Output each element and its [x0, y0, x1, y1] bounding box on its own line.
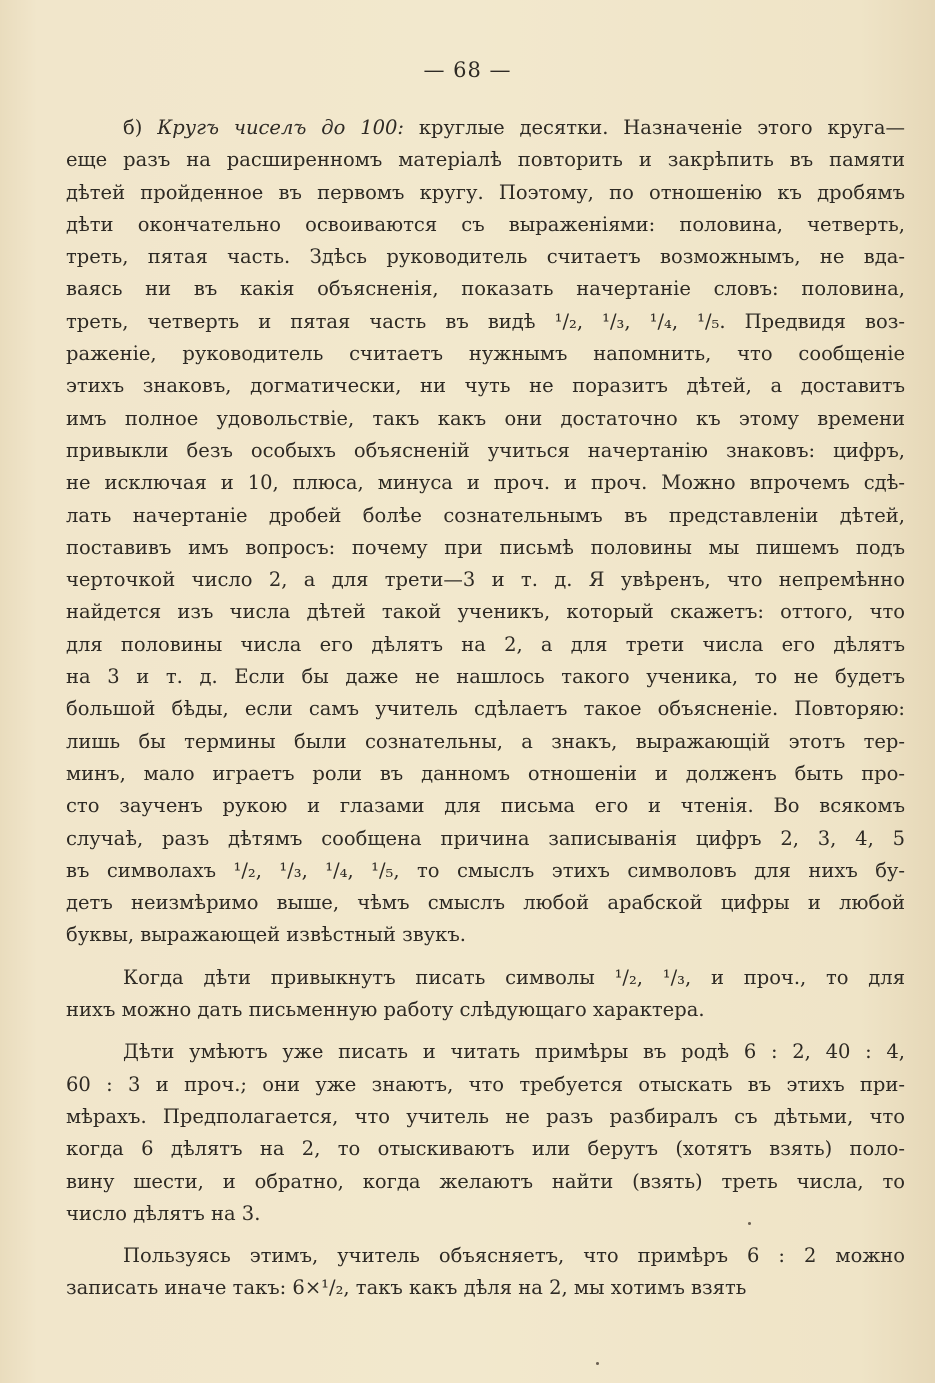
text-line	[66, 1133, 905, 1165]
line-text: большой бѣды, если самъ учитель сдѣлаетъ такое объясненіе. Повторяю:	[66, 697, 905, 721]
text-line	[66, 1101, 905, 1133]
text-line	[66, 435, 905, 467]
line-text: записать иначе такъ: 6×¹/₂, такъ какъ дѣля на 2, мы хотимъ взять	[66, 1276, 747, 1300]
line-text: детъ неизмѣримо выше, чѣмъ смыслъ любой арабской цифры и любой	[66, 891, 905, 915]
text-line	[66, 338, 905, 370]
line-text: 60 : 3 и проч.; они уже знаютъ, что требуется отыскать въ этихъ при-	[66, 1072, 905, 1096]
line-text: не исключая и 10, плюса, минуса и проч. и проч. Можно впрочемъ сдѣ-	[66, 471, 905, 495]
paragraph-gap	[66, 1230, 905, 1240]
text-line	[66, 596, 905, 628]
line-text: нихъ можно дать письменную работу слѣдующаго характера.	[66, 998, 705, 1022]
text-line	[66, 629, 905, 661]
text-line	[66, 500, 905, 532]
line-text: буквы, выражающей извѣстный звукъ.	[66, 923, 466, 947]
text-line	[66, 532, 905, 564]
line-text: когда 6 дѣлятъ на 2, то отыскиваютъ или берутъ (хотятъ взять) поло-	[66, 1137, 905, 1161]
text-line	[66, 887, 905, 919]
ink-speck	[748, 1222, 751, 1225]
text-line	[66, 661, 905, 693]
line-text: Дѣти умѣютъ уже писать и читать примѣры въ родѣ 6 : 2, 40 : 4,	[123, 1040, 905, 1064]
line-text: найдется изъ числа дѣтей такой ученикъ, который скажетъ: оттого, что	[66, 600, 905, 624]
text-line	[66, 241, 905, 273]
text-line	[66, 209, 905, 241]
line-text: сто заученъ рукою и глазами для письма его и чтенія. Во всякомъ	[66, 794, 905, 818]
text-line	[66, 693, 905, 725]
line-text: треть, пятая часть. Здѣсь руководитель считаетъ возможнымъ, не вда-	[66, 245, 905, 269]
line-text: Пользуясь этимъ, учитель объясняетъ, что примѣръ 6 : 2 можно	[123, 1244, 905, 1268]
text-line	[66, 1198, 905, 1230]
text-line	[66, 1036, 905, 1068]
italic-heading: Кругъ чиселъ до 100:	[157, 116, 404, 139]
line-text: въ символахъ ¹/₂, ¹/₃, ¹/₄, ¹/₅, то смыслъ этихъ символовъ для нихъ бу-	[66, 858, 905, 882]
text-line	[66, 919, 905, 951]
ink-speck	[596, 1362, 599, 1365]
text-line	[66, 758, 905, 790]
line-text: вину шести, и обратно, когда желаютъ найти (взять) треть числа, то	[66, 1169, 905, 1193]
line-text: этихъ знаковъ, догматически, ни чуть не поразитъ дѣтей, а доставитъ	[66, 374, 905, 398]
line-text: еще разъ на расширенномъ матеріалѣ повторить и закрѣпить въ памяти	[66, 148, 905, 172]
body-text	[66, 112, 905, 1305]
line-text: раженіе, руководитель считаетъ нужнымъ напомнить, что сообщеніе	[66, 342, 905, 366]
line-text: число дѣлятъ на 3.	[66, 1201, 261, 1225]
line-text: мѣрахъ. Предполагается, что учитель не разъ разбиралъ съ дѣтьми, что	[66, 1104, 905, 1128]
text-line	[66, 823, 905, 855]
line-prefix: б)	[123, 116, 158, 139]
line-text: привыкли безъ особыхъ объясненій учиться начертанію знаковъ: цифръ,	[66, 438, 905, 462]
line-text: дѣти окончательно освоиваются съ выраженіями: половина, четверть,	[66, 212, 905, 236]
text-line	[66, 790, 905, 822]
line-text: ваясь ни въ какія объясненія, показать начертаніе словъ: половина,	[66, 277, 905, 301]
text-line	[66, 1069, 905, 1101]
text-line	[66, 564, 905, 596]
paragraph-gap	[66, 952, 905, 962]
text-line	[66, 403, 905, 435]
text-line	[66, 1272, 905, 1304]
text-line	[66, 962, 905, 994]
line-text: на 3 и т. д. Если бы даже не нашлось такого ученика, то не будетъ	[66, 665, 905, 689]
line-text: дѣтей пройденное въ первомъ кругу. Поэтому, по отношенію къ дробямъ	[66, 180, 905, 204]
line-text: поставивъ имъ вопросъ: почему при письмѣ половины мы пишемъ подъ	[66, 535, 905, 559]
line-text: лишь бы термины были сознательны, а знакъ, выражающій этотъ тер-	[66, 729, 905, 753]
line-text: для половины числа его дѣлятъ на 2, а для трети числа его дѣлятъ	[66, 632, 905, 656]
text-line	[66, 144, 905, 176]
text-line	[66, 306, 905, 338]
line-text: Когда дѣти привыкнутъ писать символы ¹/₂, ¹/₃, и проч., то для	[123, 965, 905, 989]
text-line	[66, 994, 905, 1026]
text-line	[66, 1166, 905, 1198]
text-line	[66, 177, 905, 209]
text-line	[66, 112, 905, 144]
line-text: черточкой число 2, а для трети—3 и т. д. Я увѣренъ, что непремѣнно	[66, 568, 905, 592]
line-text: лать начертаніе дробей болѣе сознательнымъ въ представленіи дѣтей,	[66, 503, 905, 527]
paragraph-gap	[66, 1026, 905, 1036]
text-line	[66, 1240, 905, 1272]
page-number: — 68 —	[423, 58, 512, 82]
text-line	[66, 467, 905, 499]
text-line	[66, 273, 905, 305]
text-line	[66, 370, 905, 402]
text-line	[66, 855, 905, 887]
line-text: треть, четверть и пятая часть въ видѣ ¹/₂, ¹/₃, ¹/₄, ¹/₅. Предвидя воз-	[66, 309, 905, 333]
line-text: имъ полное удовольствіе, такъ какъ они достаточно къ этому времени	[66, 406, 905, 430]
text-line	[66, 726, 905, 758]
line-text: случаѣ, разъ дѣтямъ сообщена причина записыванія цифръ 2, 3, 4, 5	[66, 826, 905, 850]
line-text: минъ, мало играетъ роли въ данномъ отношеніи и долженъ быть про-	[66, 761, 905, 785]
line-text: круглые десятки. Назначеніе этого круга—	[403, 116, 906, 139]
